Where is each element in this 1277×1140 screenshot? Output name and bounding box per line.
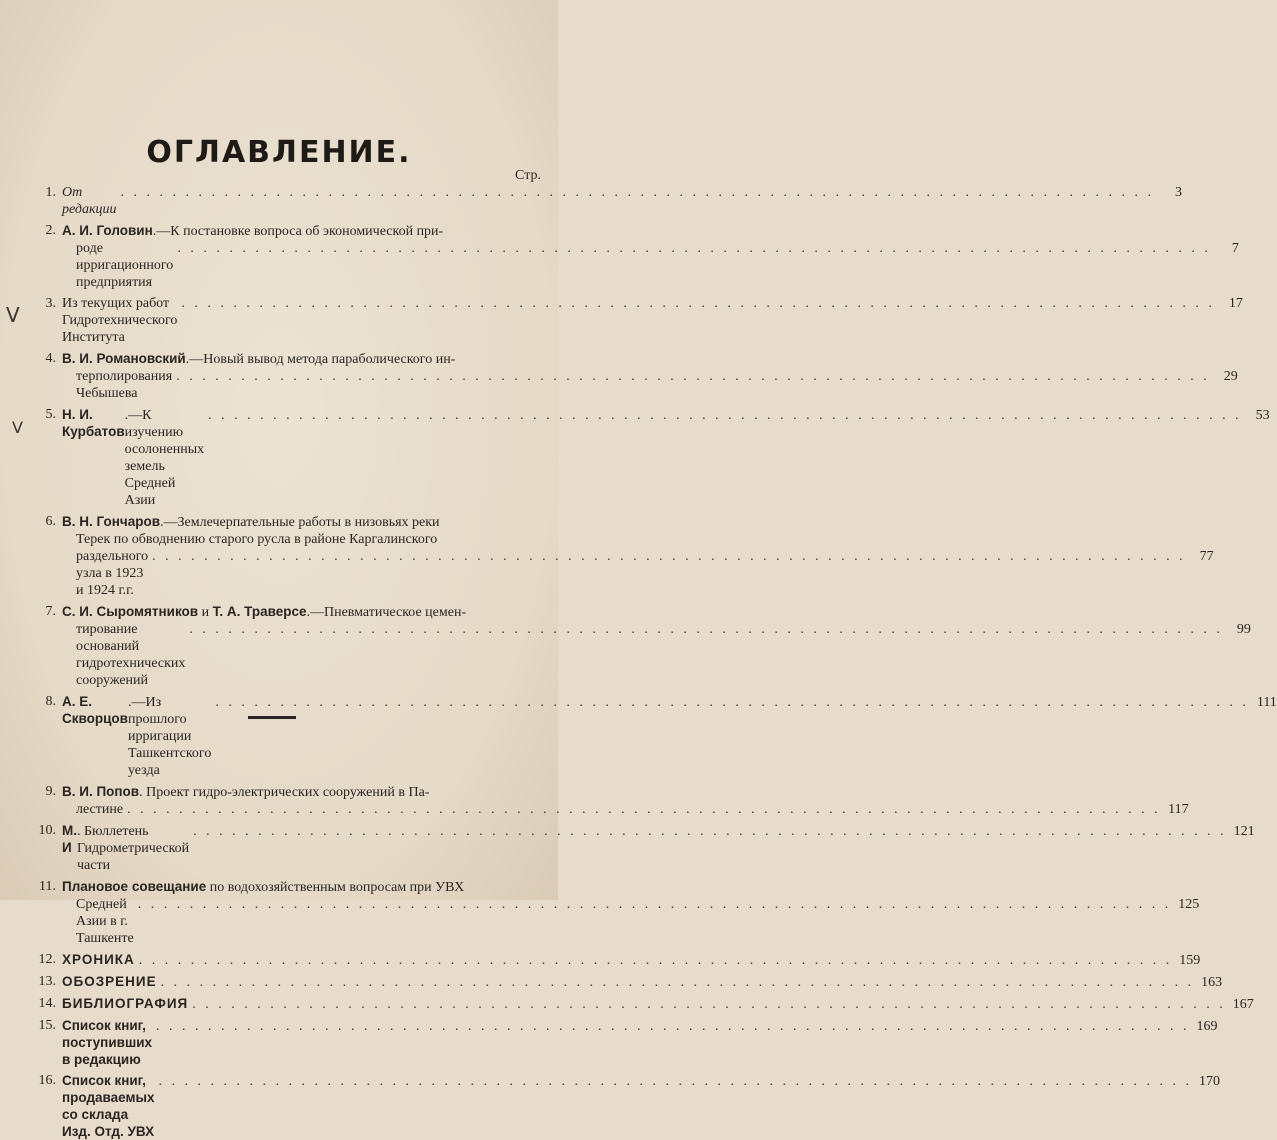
leader-dots: . . . . . . . . . . . . . . . . . . . . . . . . . . . . . . . . . . . . . . . . . . . . . . . . . . . . . . . . . . . . . . . . . . . . . . . . . . . . . . . . <box>181 296 1215 311</box>
entry-first-line <box>62 222 443 240</box>
leader-dots: . . . . . . . . . . . . . . . . . . . . . . . . . . . . . . . . . . . . . . . . . . . . . . . . . . . . . . . . . . . . . . . . . . . . . . . . . . . . . . . . <box>177 241 1211 256</box>
entry-page: 7 <box>1231 241 1239 256</box>
leader-dots: . . . . . . . . . . . . . . . . . . . . . . . . . . . . . . . . . . . . . . . . . . . . . . . . . . . . . . . . . . . . . . . . . . . . . . . . . . . . . . . . <box>138 953 1173 968</box>
entry-text: Из текущих работ Гидротехнического Института <box>62 296 178 345</box>
entry-text: роде ирригационного предприятия <box>76 241 174 290</box>
entry-number: 4. <box>45 351 56 366</box>
entry-text: От редакции <box>62 185 117 217</box>
entry-first-line <box>62 513 440 531</box>
toc-entry[interactable] <box>30 783 1189 818</box>
entry-text: Список книг, продаваемых со склада Изд. Отд. УВХ <box>62 1073 155 1139</box>
entry-text: А. И. Головин <box>62 223 153 238</box>
end-rule <box>248 716 296 719</box>
entry-number: 11. <box>39 879 56 894</box>
entry-text: БИБЛИОГРАФИЯ <box>62 996 189 1011</box>
entry-text: лестине <box>76 802 124 817</box>
toc-entry[interactable] <box>30 350 1238 402</box>
table-of-contents <box>30 184 1277 1140</box>
entry-text: ХРОНИКА <box>62 952 135 967</box>
entry-page: 169 <box>1196 1019 1218 1034</box>
toc-entry[interactable] <box>30 1072 1221 1140</box>
entry-text: Плановое совещание <box>62 879 207 894</box>
entry-text: М. И <box>62 823 77 855</box>
entry-text: Список книг, поступивших в редакцию <box>62 1018 152 1067</box>
entry-text: С. И. Сыромятников <box>62 604 199 619</box>
entry-page: 99 <box>1236 622 1251 637</box>
entry-text: .—К постановке вопроса об экономической при- <box>152 224 444 239</box>
page-column-label: Стр. <box>515 168 541 183</box>
leader-dots: . . . . . . . . . . . . . . . . . . . . . . . . . . . . . . . . . . . . . . . . . . . . . . . . . . . . . . . . . . . . . . . . . . . . . . . . . . . . . . . . <box>176 369 1210 384</box>
entry-text: ОБОЗРЕНИЕ <box>62 974 157 989</box>
leader-dots: . . . . . . . . . . . . . . . . . . . . . . . . . . . . . . . . . . . . . . . . . . . . . . . . . . . . . . . . . . . . . . . . . . . . . . . . . . . . . . . . <box>208 408 1242 423</box>
page-title: ОГЛАВЛЕНИЕ. <box>146 135 412 170</box>
entry-number: 5. <box>45 407 56 422</box>
leader-dots: . . . . . . . . . . . . . . . . . . . . . . . . . . . . . . . . . . . . . . . . . . . . . . . . . . . . . . . . . . . . . . . . . . . . . . . . . . . . . . . . <box>155 1019 1190 1034</box>
entry-page: 170 <box>1199 1074 1221 1089</box>
entry-number: 14. <box>38 996 56 1011</box>
entry-number: 16. <box>38 1073 56 1088</box>
leader-dots: . . . . . . . . . . . . . . . . . . . . . . . . . . . . . . . . . . . . . . . . . . . . . . . . . . . . . . . . . . . . . . . . . . . . . . . . . . . . . . . . <box>160 975 1195 990</box>
entry-text: терполирования Чебышева <box>76 369 173 401</box>
entry-text: Терек по обводнению старого русла в районе Каргалинского <box>76 532 438 547</box>
toc-entry[interactable] <box>30 693 1277 779</box>
entry-number: 8. <box>45 694 56 709</box>
leader-dots: . . . . . . . . . . . . . . . . . . . . . . . . . . . . . . . . . . . . . . . . . . . . . . . . . . . . . . . . . . . . . . . . . . . . . . . . . . . . . . . . <box>193 824 1227 839</box>
entry-first-line <box>62 350 455 368</box>
entry-text: .—Новый вывод метода параболического ин- <box>185 352 456 367</box>
entry-text: . Бюллетень Гидрометрической части <box>77 824 190 873</box>
entry-first-line <box>62 878 464 896</box>
entry-text: раздельного узла в 1923 и 1924 г.г. <box>76 549 149 598</box>
toc-entry[interactable] <box>30 603 1251 689</box>
entry-number: 9. <box>45 784 56 799</box>
entry-page: 17 <box>1228 296 1243 311</box>
leader-dots: . . . . . . . . . . . . . . . . . . . . . . . . . . . . . . . . . . . . . . . . . . . . . . . . . . . . . . . . . . . . . . . . . . . . . . . . . . . . . . . . <box>120 185 1154 200</box>
entry-page: 111 <box>1256 695 1277 710</box>
entry-number: 13. <box>38 974 56 989</box>
entry-text: Средней Азии в г. Ташкенте <box>76 897 134 946</box>
entry-number: 12. <box>38 952 56 967</box>
toc-entry[interactable] <box>30 995 1254 1013</box>
entry-number: 3. <box>45 296 56 311</box>
entry-number: 15. <box>38 1018 56 1033</box>
entry-text: Т. А. Траверсе <box>212 604 307 619</box>
entry-page: 3 <box>1174 185 1182 200</box>
entry-page: 77 <box>1199 549 1214 564</box>
entry-text: В. И. Романовский <box>62 351 186 366</box>
entry-text: по водохозяйственным вопросам при УВХ <box>206 880 465 895</box>
entry-text: .—Из прошлого ирригации Ташкентского уезда <box>127 695 212 778</box>
entry-number: 7. <box>45 604 56 619</box>
entry-text: А. Е. Скворцов <box>62 694 128 726</box>
margin-checkmark: V <box>6 303 20 327</box>
toc-entry[interactable] <box>30 222 1239 291</box>
entry-first-line <box>62 783 429 801</box>
toc-entry[interactable] <box>30 513 1214 599</box>
leader-dots: . . . . . . . . . . . . . . . . . . . . . . . . . . . . . . . . . . . . . . . . . . . . . . . . . . . . . . . . . . . . . . . . . . . . . . . . . . . . . . . . <box>158 1074 1193 1089</box>
leader-dots: . . . . . . . . . . . . . . . . . . . . . . . . . . . . . . . . . . . . . . . . . . . . . . . . . . . . . . . . . . . . . . . . . . . . . . . . . . . . . . . . <box>215 695 1249 710</box>
entry-text: и <box>198 605 213 620</box>
toc-entry[interactable] <box>30 184 1182 218</box>
leader-dots: . . . . . . . . . . . . . . . . . . . . . . . . . . . . . . . . . . . . . . . . . . . . . . . . . . . . . . . . . . . . . . . . . . . . . . . . . . . . . . . . <box>137 897 1172 912</box>
leader-dots: . . . . . . . . . . . . . . . . . . . . . . . . . . . . . . . . . . . . . . . . . . . . . . . . . . . . . . . . . . . . . . . . . . . . . . . . . . . . . . . . <box>192 997 1226 1012</box>
toc-entry[interactable] <box>30 878 1200 947</box>
entry-text: .—К изучению осолоненных земель Средней Азии <box>124 408 205 508</box>
entry-number: 6. <box>45 514 56 529</box>
entry-text: . Проект гидро-электрических сооружений в Па- <box>139 785 430 800</box>
leader-dots: . . . . . . . . . . . . . . . . . . . . . . . . . . . . . . . . . . . . . . . . . . . . . . . . . . . . . . . . . . . . . . . . . . . . . . . . . . . . . . . . <box>189 622 1223 637</box>
entry-text: В. Н. Гончаров <box>62 514 161 529</box>
entry-page: 117 <box>1168 802 1189 817</box>
toc-entry[interactable] <box>30 822 1255 874</box>
leader-dots: . . . . . . . . . . . . . . . . . . . . . . . . . . . . . . . . . . . . . . . . . . . . . . . . . . . . . . . . . . . . . . . . . . . . . . . . . . . . . . . . <box>152 549 1186 564</box>
entry-page: 167 <box>1232 997 1254 1012</box>
leader-dots: . . . . . . . . . . . . . . . . . . . . . . . . . . . . . . . . . . . . . . . . . . . . . . . . . . . . . . . . . . . . . . . . . . . . . . . . . . . . . . . . <box>127 802 1161 817</box>
entry-page: 121 <box>1233 824 1255 839</box>
toc-entry[interactable] <box>30 1017 1218 1068</box>
entry-number: 1. <box>45 185 56 200</box>
entry-text: тирование оснований гидротехнических сооружений <box>76 622 186 688</box>
toc-entry[interactable] <box>30 295 1243 346</box>
entry-number: 2. <box>45 223 56 238</box>
entry-text: В. И. Попов <box>62 784 140 799</box>
entry-first-line <box>62 603 466 621</box>
entry-text: Н. И. Курбатов <box>62 407 125 439</box>
entry-text: .—Землечерпательные работы в низовьях реки <box>160 515 440 530</box>
toc-entry[interactable] <box>30 951 1201 969</box>
entry-page: 125 <box>1178 897 1200 912</box>
entry-page: 29 <box>1223 369 1238 384</box>
entry-page: 53 <box>1255 408 1270 423</box>
toc-entry[interactable] <box>30 406 1270 509</box>
entry-number: 10. <box>38 823 56 838</box>
entry-page: 163 <box>1201 975 1223 990</box>
entry-text: .—Пневматическое цемен- <box>306 605 467 620</box>
margin-checkmark: V <box>12 418 23 437</box>
entry-page: 159 <box>1179 953 1201 968</box>
toc-entry[interactable] <box>30 973 1223 991</box>
